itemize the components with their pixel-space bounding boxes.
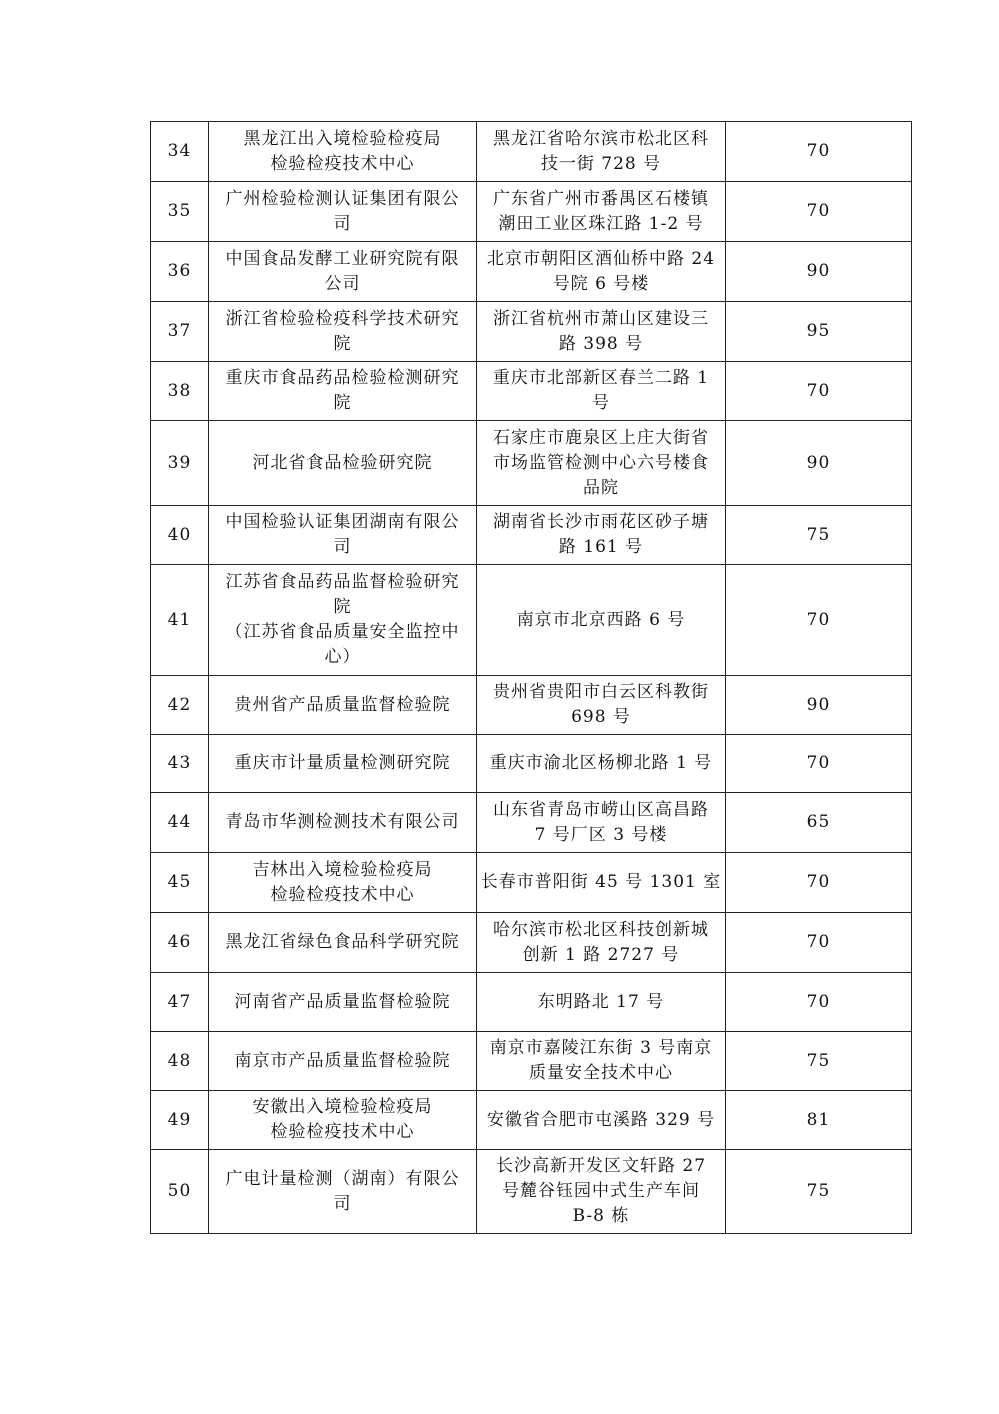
institution-name: 河南省产品质量监督检验院 xyxy=(209,973,477,1032)
table-row xyxy=(151,1150,912,1234)
institution-name: 河北省食品检验研究院 xyxy=(209,421,477,506)
table-row xyxy=(151,302,912,362)
score-value: 70 xyxy=(726,973,912,1032)
row-number: 41 xyxy=(151,565,209,676)
institution-address: 湖南省长沙市雨花区砂子塘 路 161 号 xyxy=(477,506,726,565)
institution-address: 广东省广州市番禺区石楼镇 潮田工业区珠江路 1-2 号 xyxy=(477,182,726,242)
institution-address: 北京市朝阳区酒仙桥中路 24 号院 6 号楼 xyxy=(477,242,726,302)
institution-name: 浙江省检验检疫科学技术研究 院 xyxy=(209,302,477,362)
institution-name: 广电计量检测（湖南）有限公 司 xyxy=(209,1150,477,1234)
row-number: 47 xyxy=(151,973,209,1032)
score-value: 90 xyxy=(726,242,912,302)
row-number: 35 xyxy=(151,182,209,242)
row-number: 38 xyxy=(151,362,209,421)
score-value: 70 xyxy=(726,853,912,913)
institution-address: 石家庄市鹿泉区上庄大街省 市场监管检测中心六号楼食 品院 xyxy=(477,421,726,506)
score-value: 95 xyxy=(726,302,912,362)
table-row xyxy=(151,242,912,302)
row-number: 37 xyxy=(151,302,209,362)
table-row xyxy=(151,421,912,506)
table-row xyxy=(151,676,912,735)
institution-name: 中国检验认证集团湖南有限公 司 xyxy=(209,506,477,565)
score-value: 90 xyxy=(726,421,912,506)
score-value: 70 xyxy=(726,122,912,182)
score-value: 70 xyxy=(726,913,912,973)
institution-table xyxy=(150,121,912,1234)
score-value: 90 xyxy=(726,676,912,735)
row-number: 48 xyxy=(151,1032,209,1091)
institution-name: 黑龙江出入境检验检疫局 检验检疫技术中心 xyxy=(209,122,477,182)
institution-name: 安徽出入境检验检疫局 检验检疫技术中心 xyxy=(209,1091,477,1150)
institution-name: 江苏省食品药品监督检验研究 院 （江苏省食品质量安全监控中 心） xyxy=(209,565,477,676)
institution-name: 吉林出入境检验检疫局 检验检疫技术中心 xyxy=(209,853,477,913)
row-number: 34 xyxy=(151,122,209,182)
institution-address: 哈尔滨市松北区科技创新城 创新 1 路 2727 号 xyxy=(477,913,726,973)
table-row xyxy=(151,565,912,676)
institution-address: 南京市嘉陵江东街 3 号南京 质量安全技术中心 xyxy=(477,1032,726,1091)
row-number: 39 xyxy=(151,421,209,506)
institution-name: 贵州省产品质量监督检验院 xyxy=(209,676,477,735)
row-number: 49 xyxy=(151,1091,209,1150)
table-row xyxy=(151,793,912,853)
table-row xyxy=(151,735,912,793)
institution-address: 重庆市渝北区杨柳北路 1 号 xyxy=(477,735,726,793)
table-row xyxy=(151,1091,912,1150)
institution-address: 黑龙江省哈尔滨市松北区科 技一街 728 号 xyxy=(477,122,726,182)
table-row xyxy=(151,122,912,182)
institution-name: 重庆市食品药品检验检测研究 院 xyxy=(209,362,477,421)
institution-address: 长沙高新开发区文轩路 27 号麓谷钰园中式生产车间 B-8 栋 xyxy=(477,1150,726,1234)
row-number: 46 xyxy=(151,913,209,973)
row-number: 44 xyxy=(151,793,209,853)
institution-name: 南京市产品质量监督检验院 xyxy=(209,1032,477,1091)
score-value: 75 xyxy=(726,1032,912,1091)
institution-name: 黑龙江省绿色食品科学研究院 xyxy=(209,913,477,973)
institution-address: 长春市普阳街 45 号 1301 室 xyxy=(477,853,726,913)
institution-address: 山东省青岛市崂山区高昌路 7 号厂区 3 号楼 xyxy=(477,793,726,853)
institution-name: 重庆市计量质量检测研究院 xyxy=(209,735,477,793)
score-value: 75 xyxy=(726,1150,912,1234)
row-number: 43 xyxy=(151,735,209,793)
table-row xyxy=(151,362,912,421)
table-row xyxy=(151,506,912,565)
table-row xyxy=(151,1032,912,1091)
institution-address: 南京市北京西路 6 号 xyxy=(477,565,726,676)
score-value: 70 xyxy=(726,735,912,793)
institution-address: 东明路北 17 号 xyxy=(477,973,726,1032)
row-number: 42 xyxy=(151,676,209,735)
institution-name: 中国食品发酵工业研究院有限 公司 xyxy=(209,242,477,302)
score-value: 75 xyxy=(726,506,912,565)
score-value: 65 xyxy=(726,793,912,853)
score-value: 81 xyxy=(726,1091,912,1150)
institution-address: 浙江省杭州市萧山区建设三 路 398 号 xyxy=(477,302,726,362)
row-number: 50 xyxy=(151,1150,209,1234)
score-value: 70 xyxy=(726,362,912,421)
institution-address: 安徽省合肥市屯溪路 329 号 xyxy=(477,1091,726,1150)
institution-address: 重庆市北部新区春兰二路 1 号 xyxy=(477,362,726,421)
table-row xyxy=(151,182,912,242)
row-number: 45 xyxy=(151,853,209,913)
table-row xyxy=(151,913,912,973)
score-value: 70 xyxy=(726,182,912,242)
table-row xyxy=(151,853,912,913)
score-value: 70 xyxy=(726,565,912,676)
institution-name: 青岛市华测检测技术有限公司 xyxy=(209,793,477,853)
row-number: 40 xyxy=(151,506,209,565)
institution-name: 广州检验检测认证集团有限公 司 xyxy=(209,182,477,242)
row-number: 36 xyxy=(151,242,209,302)
institution-address: 贵州省贵阳市白云区科教街 698 号 xyxy=(477,676,726,735)
table-row xyxy=(151,973,912,1032)
